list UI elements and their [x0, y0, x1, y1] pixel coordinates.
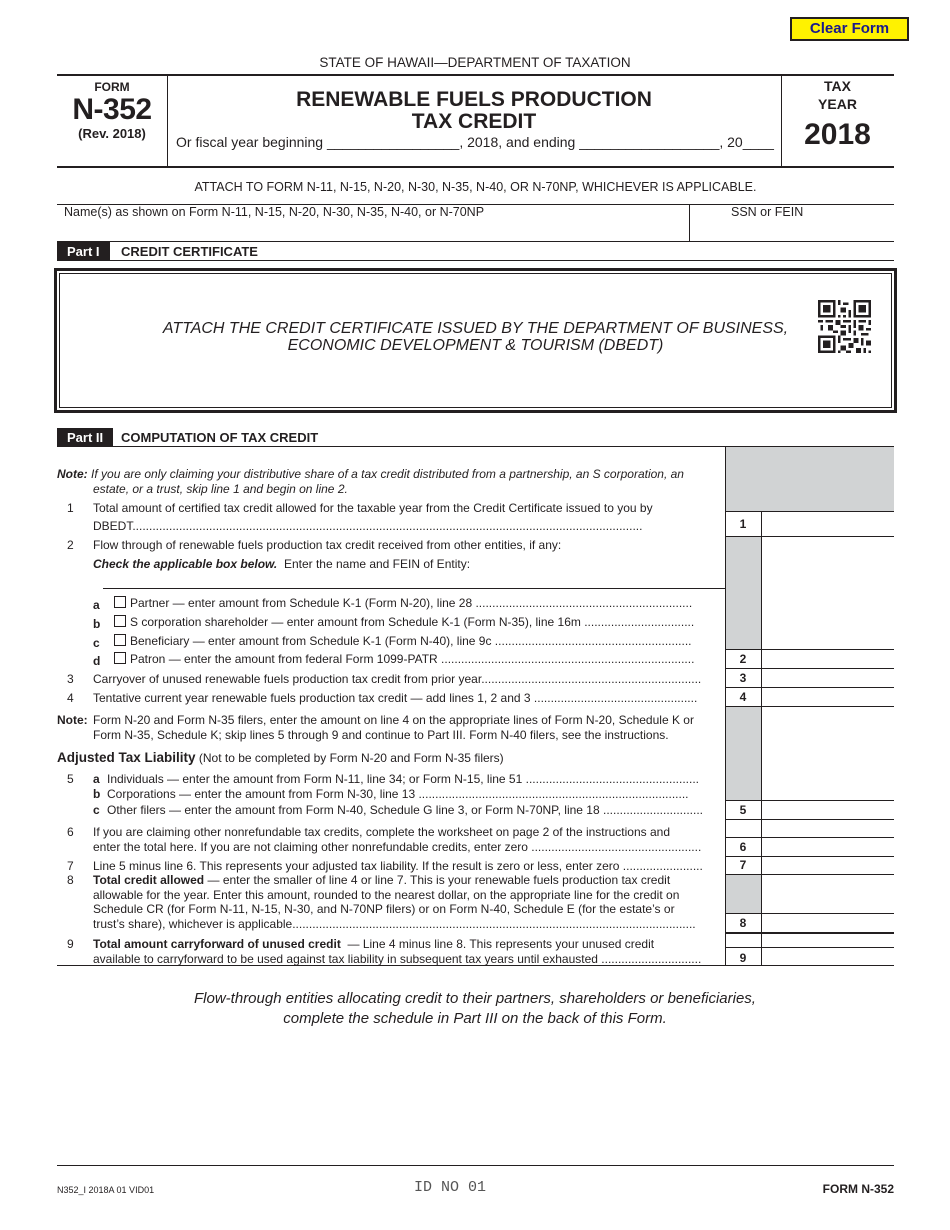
tax-year-label1: TAX [824, 78, 851, 94]
part1-rule [57, 260, 894, 261]
header-top-rule [57, 74, 894, 76]
line6-number: 6 [67, 825, 74, 839]
line2-shade [726, 537, 761, 649]
line2b-letter: b [93, 617, 101, 631]
line6-text2: enter the total here. If you are not claiming other nonrefundable credits, enter zero ................................................... [93, 840, 702, 854]
name-field-label: Name(s) as shown on Form N-11, N-15, N-20, N-30, N-35, N-40, or N-70NP [64, 205, 485, 219]
name-field[interactable] [64, 205, 689, 241]
box-label-5: 5 [739, 803, 747, 817]
line8-text3: Schedule CR (for Form N-11, N-15, N-30, and N-70NP filers) or on Form N-40, Schedule E (for the estate’s or [93, 902, 675, 916]
line8-text1 [93, 873, 670, 887]
adjusted-heading-bold: Adjusted Tax Liability [57, 750, 196, 765]
line1-amount-input[interactable] [762, 512, 894, 536]
line4-text: Tentative current year renewable fuels production tax credit — add lines 1, 2 and 3 ................................................. [93, 691, 698, 705]
rule-line4 [725, 706, 894, 707]
box-label-2: 2 [739, 652, 747, 666]
note2-line2: Form N-35, Schedule K; skip lines 5 through 9 and continue to Part III. Form N-40 filers, see the instructions. [93, 728, 669, 742]
line2c-row [114, 634, 719, 648]
flow-through-note-line2: complete the schedule in Part III on the back of this Form. [283, 1010, 667, 1027]
form-title-line1: RENEWABLE FUELS PRODUCTION [296, 88, 652, 111]
line5a-letter: a [93, 772, 100, 786]
line2-amount-input[interactable] [762, 650, 894, 668]
line2-check-bold: Check the applicable box below. [93, 557, 278, 571]
part1-title: CREDIT CERTIFICATE [121, 244, 258, 259]
part1-instruction-line1: ATTACH THE CREDIT CERTIFICATE ISSUED BY THE DEPARTMENT OF BUSINESS, [162, 320, 789, 337]
line2-text1: Flow through of renewable fuels production tax credit received from other entities, if any: [93, 538, 562, 552]
header-bottom-rule [57, 166, 894, 168]
line2a-letter: a [93, 598, 100, 612]
note-shade [725, 447, 894, 511]
rule-line5 [725, 819, 894, 820]
form-title-line2: TAX CREDIT [411, 110, 537, 133]
note1-line1 [57, 467, 684, 481]
note1-label: Note: [57, 467, 88, 481]
line5b-letter: b [93, 787, 101, 801]
line8-number: 8 [67, 873, 74, 887]
box-label-1: 1 [739, 517, 747, 531]
note2-label: Note: [57, 713, 88, 727]
footer-code: N352_I 2018A 01 VID01 [57, 1185, 155, 1195]
footer-id-number: ID NO 01 [413, 1179, 486, 1196]
line2d-row [114, 652, 719, 666]
form-revision: (Rev. 2018) [78, 126, 146, 141]
note1-line2: estate, or a trust, skip line 1 and begin on line 2. [93, 482, 348, 496]
line8-bold: Total credit allowed [93, 873, 205, 887]
box-label-9: 9 [739, 951, 747, 965]
line5b-text: Corporations — enter the amount from Form N-30, line 13 ................................................................................. [107, 787, 689, 801]
box-label-7: 7 [739, 858, 747, 872]
line9-text1-rest: — Line 4 minus line 8. This represents your unused credit [347, 937, 655, 951]
tax-year: 2018 [804, 118, 871, 151]
box-label-4: 4 [739, 690, 747, 704]
line2-check-rest: Enter the name and FEIN of Entity: [283, 557, 471, 571]
line2b-checkbox[interactable] [114, 615, 126, 627]
note1-text1: If you are only claiming your distributive share of a tax credit distributed from a partnership, an S corporation, an [91, 467, 684, 481]
line2d-checkbox[interactable] [114, 652, 126, 664]
form-number: N-352 [72, 93, 152, 126]
line8-text4: trust’s share), whichever is applicable......................................................................................................................... [93, 917, 696, 931]
line2d-text: Patron — enter the amount from federal Form 1099-PATR ............................................................................ [130, 652, 695, 666]
ssn-fein-label: SSN or FEIN [731, 205, 804, 219]
part2-title: COMPUTATION OF TAX CREDIT [121, 430, 319, 445]
rule-line8 [725, 932, 894, 934]
line4-number: 4 [67, 691, 74, 705]
line7-amount-input[interactable] [762, 857, 894, 874]
box-label-3: 3 [739, 671, 747, 685]
tax-year-label2: YEAR [818, 96, 857, 112]
line9-amount-input[interactable] [762, 948, 894, 965]
clear-form-button[interactable]: Clear Form [790, 17, 909, 41]
box-label-6: 6 [739, 840, 747, 854]
line8-shade [726, 875, 761, 913]
footer-rule [57, 1165, 894, 1166]
rule-line1 [725, 536, 894, 537]
ssn-fein-field[interactable] [690, 205, 894, 241]
line3-amount-input[interactable] [762, 669, 894, 687]
qr-code [818, 300, 871, 356]
line2c-checkbox[interactable] [114, 634, 126, 646]
line8-amount-input[interactable] [762, 914, 894, 932]
line5-shade [726, 707, 761, 800]
line5c-letter: c [93, 803, 100, 817]
line9-text1 [93, 937, 654, 951]
line1-number: 1 [67, 501, 74, 515]
line2c-letter: c [93, 636, 100, 650]
line2b-text: S corporation shareholder — enter amount from Schedule K-1 (Form N-35), line 16m ................................. [130, 615, 695, 629]
line2-check-instruction [93, 557, 470, 571]
adjusted-heading-sub: (Not to be completed by Form N-20 and Form N-35 filers) [198, 751, 504, 765]
line3-text: Carryover of unused renewable fuels production tax credit from prior year.................................................................. [93, 672, 702, 686]
line9-bold: Total amount carryforward of unused credit [93, 937, 341, 951]
line2c-text: Beneficiary — enter amount from Schedule K-1 (Form N-40), line 9c ........................................................... [130, 634, 692, 648]
line9-text2: available to carryforward to be used against tax liability in subsequent tax years until exhausted .............................. [93, 952, 702, 966]
line4-amount-input[interactable] [762, 688, 894, 706]
entity-name-fein-input[interactable] [103, 572, 725, 588]
line8-text2: allowable for the year. Enter this amount, rounded to the nearest dollar, on the appropriate line for the credit on [93, 888, 680, 902]
amount-column-left-rule [761, 511, 762, 966]
line6-amount-input[interactable] [762, 838, 894, 856]
line7-text: Line 5 minus line 6. This represents your adjusted tax liability. If the result is zero or less, enter zero ........................ [93, 859, 703, 873]
line7-number: 7 [67, 859, 74, 873]
part1-tag: Part I [57, 242, 110, 261]
line2-number: 2 [67, 538, 74, 552]
box-label-8: 8 [739, 916, 747, 930]
name-row-bottom-rule [57, 241, 894, 242]
line5a-text: Individuals — enter the amount from Form N-11, line 34; or Form N-15, line 51 .................................................... [107, 772, 699, 786]
part2-tag: Part II [57, 428, 113, 447]
agency-title: STATE OF HAWAII—DEPARTMENT OF TAXATION [319, 55, 631, 70]
line2d-letter: d [93, 654, 101, 668]
rule-line7 [725, 874, 894, 875]
part1-instruction-line2: ECONOMIC DEVELOPMENT & TOURISM (DBEDT) [287, 337, 664, 354]
line3-number: 3 [67, 672, 74, 686]
line2b-row [114, 615, 719, 629]
line2a-checkbox[interactable] [114, 596, 126, 608]
line8-text1-rest: — enter the smaller of line 4 or line 7. This is your renewable fuels production tax credit [207, 873, 671, 887]
attach-instruction: ATTACH TO FORM N-11, N-15, N-20, N-30, N-35, N-40, OR N-70NP, WHICHEVER IS APPLICABLE. [194, 180, 757, 194]
line1-text2: DBEDT......................................................................................................................................................... [93, 519, 643, 533]
form-label: FORM [94, 80, 130, 94]
line2a-text: Partner — enter amount from Schedule K-1 (Form N-20), line 28 ................................................................. [130, 596, 693, 610]
line2a-row [114, 596, 719, 610]
fiscal-year-line: Or fiscal year beginning _________________, 2018, and ending __________________, 20____ [176, 134, 774, 150]
line1-text1: Total amount of certified tax credit allowed for the taxable year from the Credit Certificate issued to you by [93, 501, 653, 515]
line9-number: 9 [67, 937, 74, 951]
line5-number: 5 [67, 772, 74, 786]
adjusted-tax-heading [57, 750, 504, 765]
line6-text1: If you are claiming other nonrefundable tax credits, complete the worksheet on page 2 of the instructions and [93, 825, 671, 839]
line5-amount-input[interactable] [762, 801, 894, 819]
line5c-text: Other filers — enter the amount from Form N-40, Schedule G line 3, or Form N-70NP, line 18 .............................. [107, 803, 703, 817]
rule-entity-name [103, 588, 725, 589]
flow-through-note-line1: Flow-through entities allocating credit to their partners, shareholders or beneficiaries, [194, 990, 756, 1007]
note2-line1: Form N-20 and Form N-35 filers, enter the amount on line 4 on the appropriate lines of Form N-20, Schedule K or [93, 713, 694, 727]
footer-form-label: FORM N-352 [822, 1182, 894, 1196]
